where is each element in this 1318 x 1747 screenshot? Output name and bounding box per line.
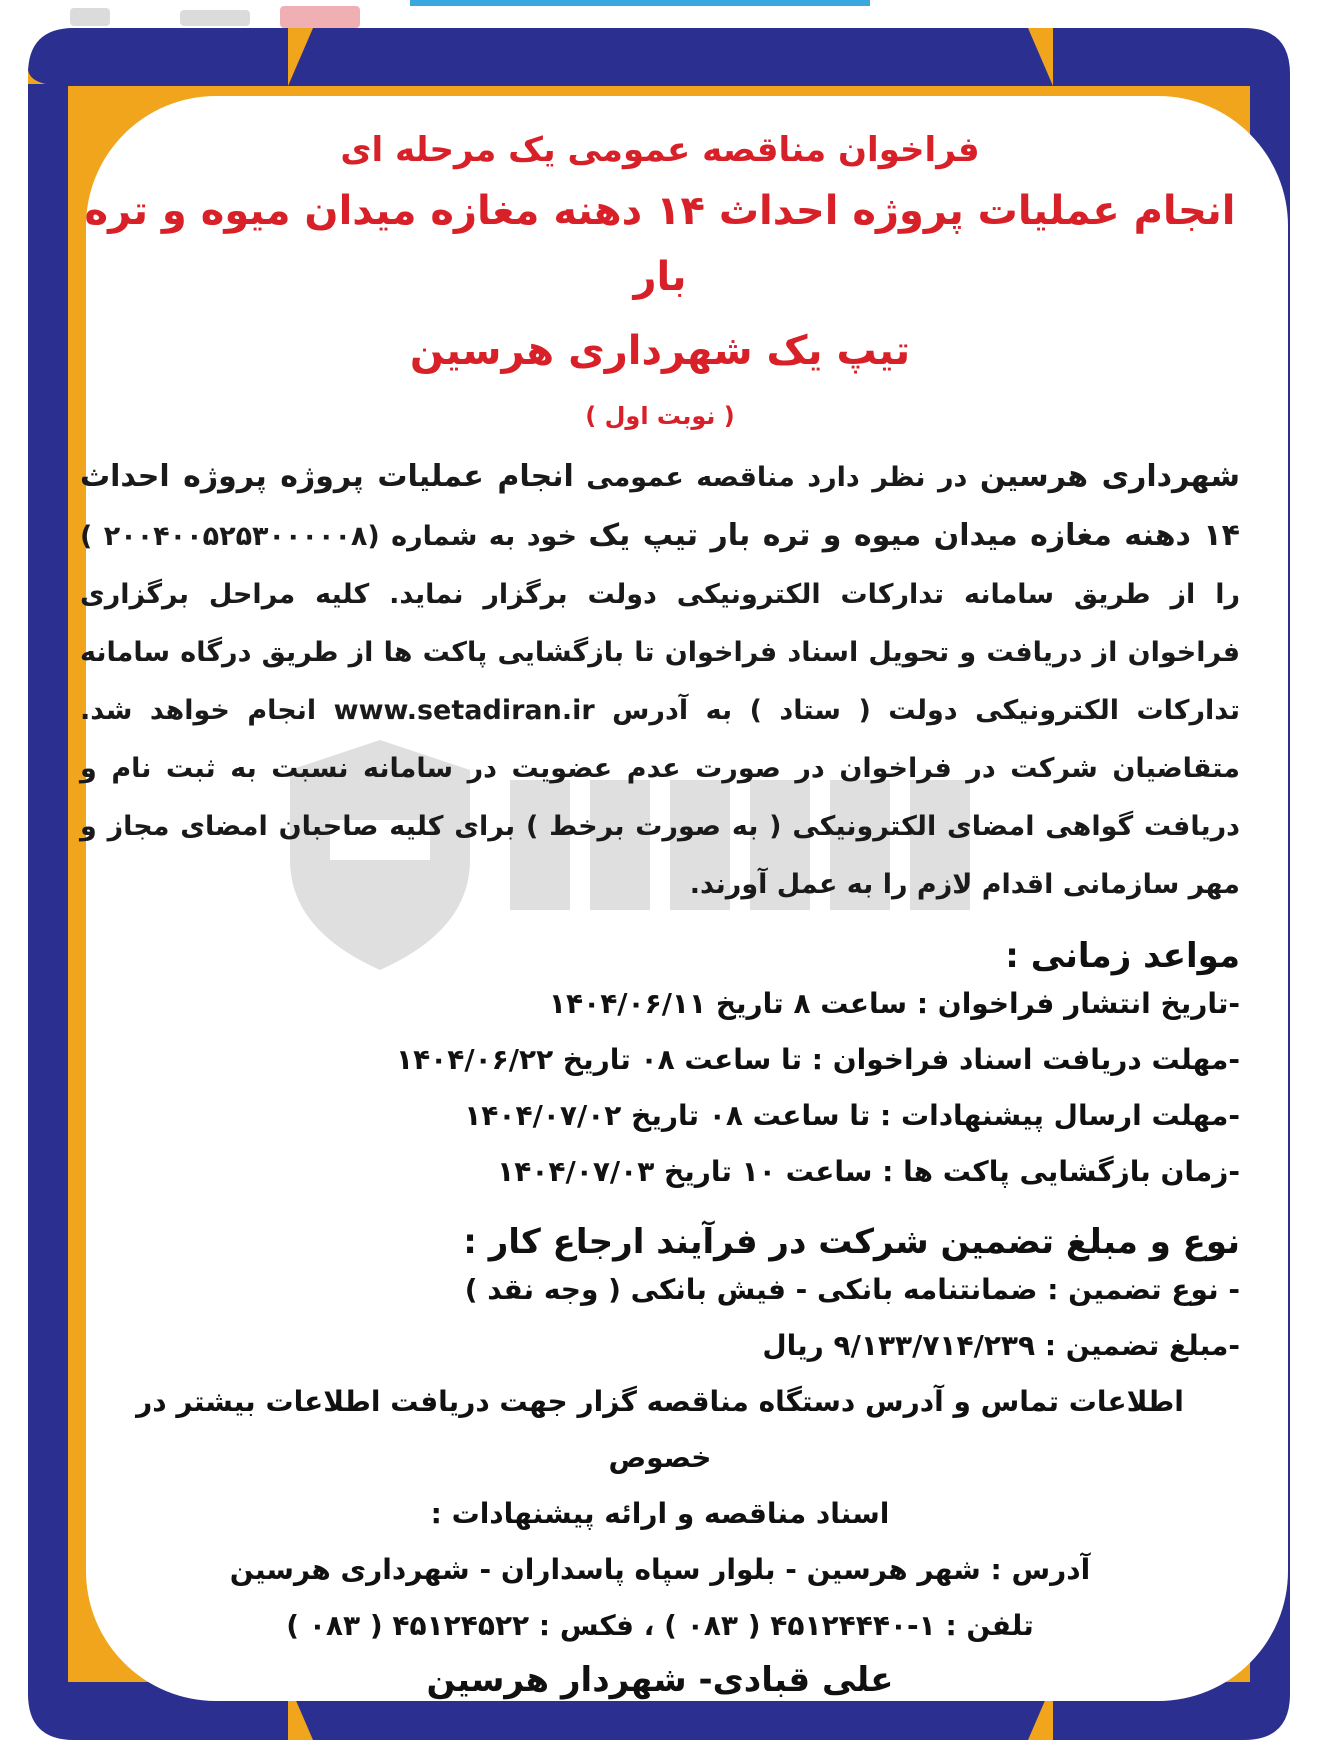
tender-type-title: فراخوان مناقصه عمومی یک مرحله ای: [340, 130, 980, 170]
project-name: انجام عملیات پروژه پروژه احداث ۱۴ دهنه مغازه میدان میوه و تره بار تیپ یک: [80, 459, 1240, 553]
schedule-item: -زمان بازگشایی پاکت ها : ساعت ۱۰ تاریخ ۱۴۰۴/۰۷/۰۳: [497, 1155, 1240, 1188]
website-link[interactable]: www.setadiran.ir: [333, 695, 595, 726]
schedule-item: -مهلت دریافت اسناد فراخوان : تا ساعت ۰۸ تاریخ ۱۴۰۴/۰۶/۲۲: [395, 1043, 1240, 1076]
contact-intro-cont: اسناد مناقصه و ارائه پیشنهادات :: [430, 1497, 890, 1530]
round-label: ( نوبت اول ): [585, 402, 735, 430]
project-title-line1: انجام عملیات پروژه احداث ۱۴ دهنه مغازه میدان میوه و تره بار: [84, 188, 1236, 300]
announcement-paragraph: [80, 448, 1240, 914]
guarantee-amount: -مبلغ تضمین : ۹/۱۳۳/۷۱۴/۲۳۹ ریال: [762, 1329, 1240, 1362]
schedule-item: -تاریخ انتشار فراخوان : ساعت ۸ تاریخ ۱۴۰۴/۰۶/۱۱: [548, 987, 1240, 1020]
guarantee-type: - نوع تضمین : ضمانتنامه بانکی - فیش بانکی ( وجه نقد ): [464, 1273, 1240, 1306]
paragraph-text-1: در نظر دارد مناقصه عمومی: [573, 462, 980, 493]
project-title-line2: تیپ یک شهرداری هرسین: [409, 328, 911, 374]
contact-phone: تلفن : ۱-۴۵۱۲۴۴۴۰ ( ۰۸۳ ) ، فکس : ۴۵۱۲۴۵۲۲ ( ۰۸۳ ): [286, 1609, 1034, 1642]
top-accent-strip: [410, 0, 870, 6]
mayor-signature: علی قبادی- شهردار هرسین: [426, 1660, 894, 1700]
advertisement-content: [80, 60, 1241, 1700]
paragraph-text-3: انجام خواهد شد. متقاضیان شرکت در فراخوان در صورت عدم عضویت در سامانه نسبت به ثبت نام و دریافت گواهی امضای الکترونیکی ( به صورت برخط ) برای کلیه صاحبان امضای مجاز و مهر سازمانی اقدام لازم را به عمل آورند.: [80, 695, 1240, 900]
contact-intro: اطلاعات تماس و آدرس دستگاه مناقصه گزار جهت دریافت اطلاعات بیشتر در خصوص: [136, 1385, 1184, 1474]
contact-address: آدرس : شهر هرسین - بلوار سپاه پاسداران - شهرداری هرسین: [229, 1553, 1091, 1586]
schedule-item: -مهلت ارسال پیشنهادات : تا ساعت ۰۸ تاریخ ۱۴۰۴/۰۷/۰۲: [464, 1099, 1240, 1132]
paragraph-text-2: خود به شماره (۲۰۰۴۰۰۵۲۵۳۰۰۰۰۰۸ ) را از طریق سامانه تدارکات الکترونیکی دولت برگزار نماید. کلیه مراحل برگزاری فراخوان از دریافت و تحویل اسناد فراخوان تا بازگشایی پاکت ها از طریق درگاه سامانه تدارکات الکترونیکی دولت ( ستاد ) به آدرس: [80, 521, 1241, 726]
guarantee-heading: نوع و مبلغ تضمین شرکت در فرآیند ارجاع کار :: [463, 1222, 1240, 1262]
schedule-heading: مواعد زمانی :: [1005, 936, 1240, 976]
municipality-name: شهرداری هرسین: [979, 459, 1240, 494]
